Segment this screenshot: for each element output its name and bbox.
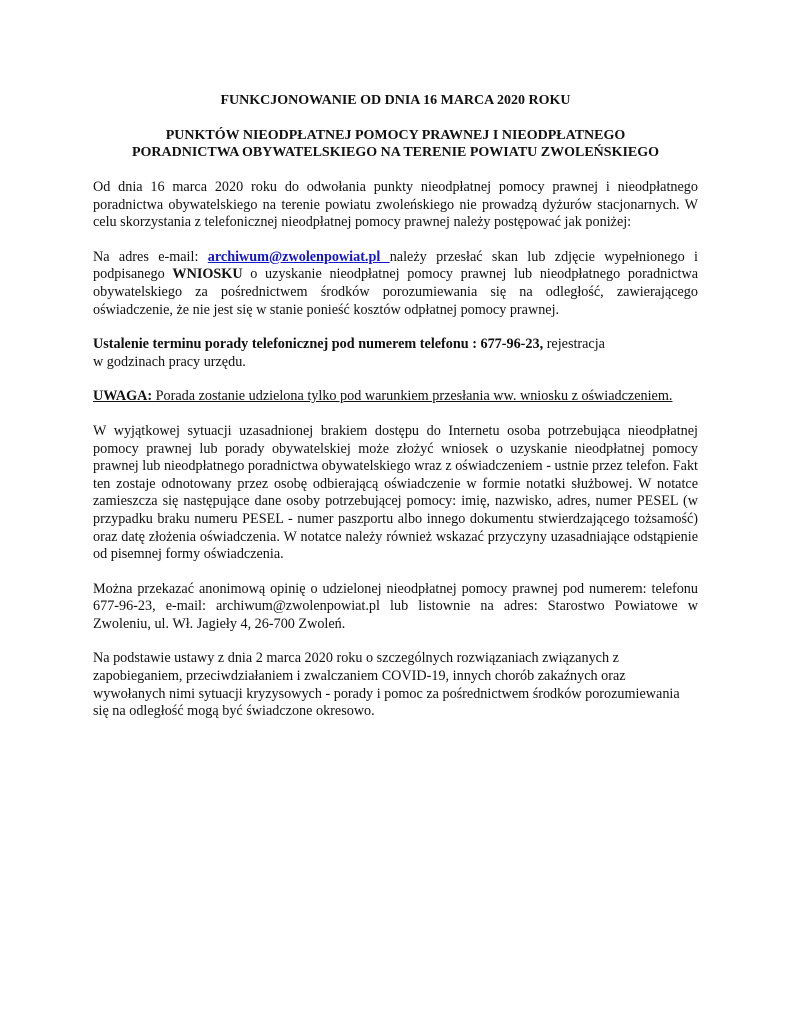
document-title-line-1: PUNKTÓW NIEODPŁATNEJ POMOCY PRAWNEJ I NIEODPŁATNEGO — [165, 128, 626, 143]
warning-text: Porada zostanie udzielona tylko pod warunkiem przesłania ww. wniosku z oświadczeniem. — [152, 388, 673, 405]
no-internet-paragraph: W wyjątkowej sytuacji uzasadnionej brakiem dostępu do Internetu osoba potrzebująca nieodpłatnej pomocy prawnej lub porady obywatelskiej może złożyć wniosek o uzyskanie nieodpłatnej pomocy prawnej lub nieodpłatnego poradnictwa obywatelskiego wraz z oświadczeniem - ustnie przez telefon. Fakt ten zostaje odnotowany przez osobę odbierającą oświadczenie w formie notatki służbowej. W notatce zamieszcza się następujące dane osoby potrzebującej pomocy: imię, nazwisko, adres, numer PESEL (w przypadku braku numeru PESEL - numer paszportu albo innego dokumentu stwierdzającego tożsamość) oraz datę złożenia oświadczenia. W notatce należy również wskazać przyczyny uzasadniające odstąpienie od pisemnej formy oświadczenia. — [93, 422, 698, 563]
feedback-paragraph: Można przekazać anonimową opinię o udzielonej nieodpłatnej pomocy prawnej pod numerem: telefonu 677-96-23, e-mail: archiwum@zwolenpowiat.pl lub listownie na adres: Starostwo Powiatowe w Zwoleniu, ul. Wł. Jagieły 4, 26-700 Zwoleń. — [93, 580, 698, 632]
warning-colon: : — [147, 388, 153, 405]
phone-registration-hours: w godzinach pracy urzędu. — [93, 353, 246, 370]
warning-label: UWAGA — [93, 388, 148, 405]
email-mid-text: należy przesłać skan lub zdjęcie wypełnionego i podpisanego — [93, 248, 698, 283]
legal-basis-paragraph: Na podstawie ustawy z dnia 2 marca 2020 roku o szczególnych rozwiązaniach związanych z zapobieganiem, przeciwdziałaniem i zwalczaniem COVID-19, innych chorób zakaźnych oraz wywołanych nimi sytuacji kryzysowych - porady i pomoc za pośrednictwem środków porozumiewania się na odległość mogą być świadczone okresowo. — [93, 650, 680, 720]
phone-registration-rest: rejestracja — [543, 336, 605, 353]
wniosek-text: WNIOSKU — [172, 266, 243, 283]
email-suffix-text: o uzyskanie nieodpłatnej pomocy prawnej lub nieodpłatnego poradnictwa obywatelskiego za pośrednictwem środków porozumiewania się na odległość, zawierającego oświadczenie, że nie jest się w stanie ponieść kosztów odpłatnej pomocy prawnej. — [93, 266, 698, 318]
document-title-main — [93, 127, 698, 161]
email-link[interactable]: archiwum@zwolenpowiat.pl — [207, 248, 390, 265]
phone-registration-paragraph — [93, 336, 698, 371]
email-instructions-paragraph — [93, 249, 698, 319]
document-title-line-2: PORADNICTWA OBYWATELSKIEGO NA TERENIE POWIATU ZWOLEŃSKIEGO — [131, 145, 660, 160]
document-title-date: FUNKCJONOWANIE OD DNIA 16 MARCA 2020 ROKU — [220, 93, 571, 108]
intro-paragraph: Od dnia 16 marca 2020 roku do odwołania punkty nieodpłatnej pomocy prawnej i nieodpłatnego poradnictwa obywatelskiego na terenie powiatu zwoleńskiego nie prowadzą dyżurów stacjonarnych. W celu skorzystania z telefonicznej nieodpłatnej pomocy prawnej należy postępować jak poniżej: — [93, 179, 698, 231]
phone-registration-bold: Ustalenie terminu porady telefonicznej pod numerem telefonu : 677-96-23, — [93, 336, 544, 353]
warning-paragraph — [93, 388, 698, 406]
email-prefix-text: Na adres e-mail: — [93, 248, 208, 265]
document-content — [93, 92, 698, 738]
